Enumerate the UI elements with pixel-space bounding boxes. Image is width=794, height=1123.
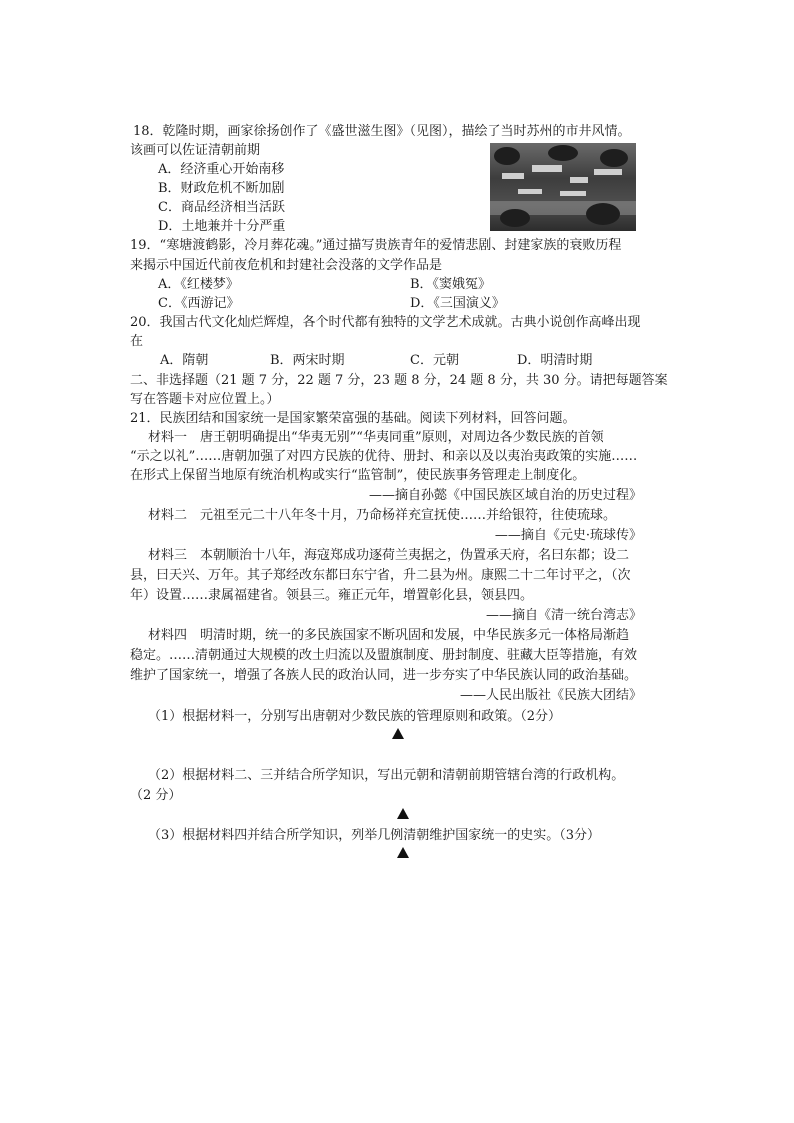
q21-material2-line1: 材料二 元祖至元二十八年冬十月，乃命杨祥充宣抚使……并给银符，往使琉球。 — [148, 508, 617, 523]
q18-option-b: B．财政危机不断加剧 — [158, 181, 285, 196]
q21-material1-source: ——摘自孙懿《中国民族区域自治的历史过程》 — [368, 488, 642, 503]
q18-option-a: A．经济重心开始南移 — [158, 162, 285, 177]
q21-material3-line3: 年）设置……隶属福建省。领县三。雍正元年，增置彰化县，领县四。 — [130, 588, 534, 603]
q21-material1-line1: 材料一 唐王朝明确提出“华夷无别”“华夷同重”原则，对周边各少数民族的首领 — [148, 430, 604, 445]
q19-stem-line1: 19．“寒塘渡鹤影，冷月葬花魂。”通过描写贵族青年的爱情悲剧、封建家族的衰败历程 — [130, 238, 622, 253]
q21-subquestion-2-line1: （2）根据材料二、三并结合所学知识，写出元朝和清朝前期管辖台湾的行政机构。 — [148, 768, 625, 783]
answer-triangle-icon — [392, 728, 404, 739]
q21-material4-line3: 维护了国家统一，增强了各族人民的政治认同，进一步夯实了中华民族认同的政治基础。 — [130, 668, 638, 683]
q19-option-b: B．《窦娥冤》 — [410, 277, 492, 292]
q21-material3-line1: 材料三 本朝顺治十八年，海寇郑成功逐荷兰夷据之，伪置承天府，名曰东都；设二 — [148, 548, 630, 563]
q21-material3-source: ——摘自《清一统台湾志》 — [485, 608, 642, 623]
q18-stem-line2: 该画可以佐证清朝前期 — [130, 143, 261, 158]
answer-triangle-icon — [397, 808, 409, 819]
q20-option-d: D．明清时期 — [517, 353, 593, 368]
q19-option-c: C．《西游记》 — [158, 296, 240, 311]
q18-option-c: C．商品经济相当活跃 — [158, 200, 285, 215]
q20-option-c: C．元朝 — [410, 353, 459, 368]
q19-option-a: A．《红楼梦》 — [158, 277, 239, 292]
q21-material1-line3: 在形式上保留当地原有统治机构或实行“监管制”，使民族事务管理走上制度化。 — [130, 468, 586, 483]
q20-stem-line2: 在 — [130, 334, 144, 349]
q21-material4-source: ——人民出版社《民族大团结》 — [459, 688, 642, 703]
q21-material4-line1: 材料四 明清时期，统一的多民族国家不断巩固和发展，中华民族多元一体格局渐趋 — [148, 628, 630, 643]
q21-material4-line2: 稳定。……清朝通过大规模的改土归流以及盟旗制度、册封制度、驻藏大臣等措施，有效 — [130, 648, 638, 663]
q20-option-b: B．两宋时期 — [270, 353, 345, 368]
section2-header-line1: 二、非选择题（21 题 7 分，22 题 7 分，23 题 8 分，24 题 8 分，共 30 分。请把每题答案 — [130, 373, 668, 388]
shengshi-zishengtu-painting-image — [490, 143, 636, 231]
q18-option-d: D．土地兼并十分严重 — [158, 219, 286, 234]
q21-intro: 21．民族团结和国家统一是国家繁荣富强的基础。阅读下列材料，回答问题。 — [130, 411, 576, 426]
q21-material3-line2: 县，曰天兴、万年。其子郑经改东都曰东宁省，升二县为州。康熙二十二年讨平之，（次 — [130, 568, 631, 583]
q21-material2-source: ——摘自《元史·琉球传》 — [494, 528, 642, 543]
q19-stem-line2: 来揭示中国近代前夜危机和封建社会没落的文学作品是 — [130, 258, 443, 273]
q18-stem-line1: 18．乾隆时期，画家徐扬创作了《盛世滋生图》（见图），描绘了当时苏州的市井风情。 — [133, 124, 631, 139]
section2-header-line2: 写在答题卡对应位置上。） — [130, 392, 280, 407]
q20-option-a: A．隋朝 — [160, 353, 209, 368]
q21-subquestion-2-line2: （2 分） — [130, 788, 182, 803]
q19-option-d: D．《三国演义》 — [410, 296, 505, 311]
q21-subquestion-3: （3）根据材料四并结合所学知识，列举几例清朝维护国家统一的史实。（3分） — [148, 828, 601, 843]
answer-triangle-icon — [397, 847, 409, 858]
q21-subquestion-1: （1）根据材料一，分别写出唐朝对少数民族的管理原则和政策。（2分） — [148, 709, 562, 724]
q21-material1-line2: “示之以礼”……唐朝加强了对四方民族的优待、册封、和亲以及以夷治夷政策的实施…… — [130, 449, 638, 464]
q20-stem-line1: 20．我国古代文化灿烂辉煌，各个时代都有独特的文学艺术成就。古典小说创作高峰出现 — [130, 315, 641, 330]
